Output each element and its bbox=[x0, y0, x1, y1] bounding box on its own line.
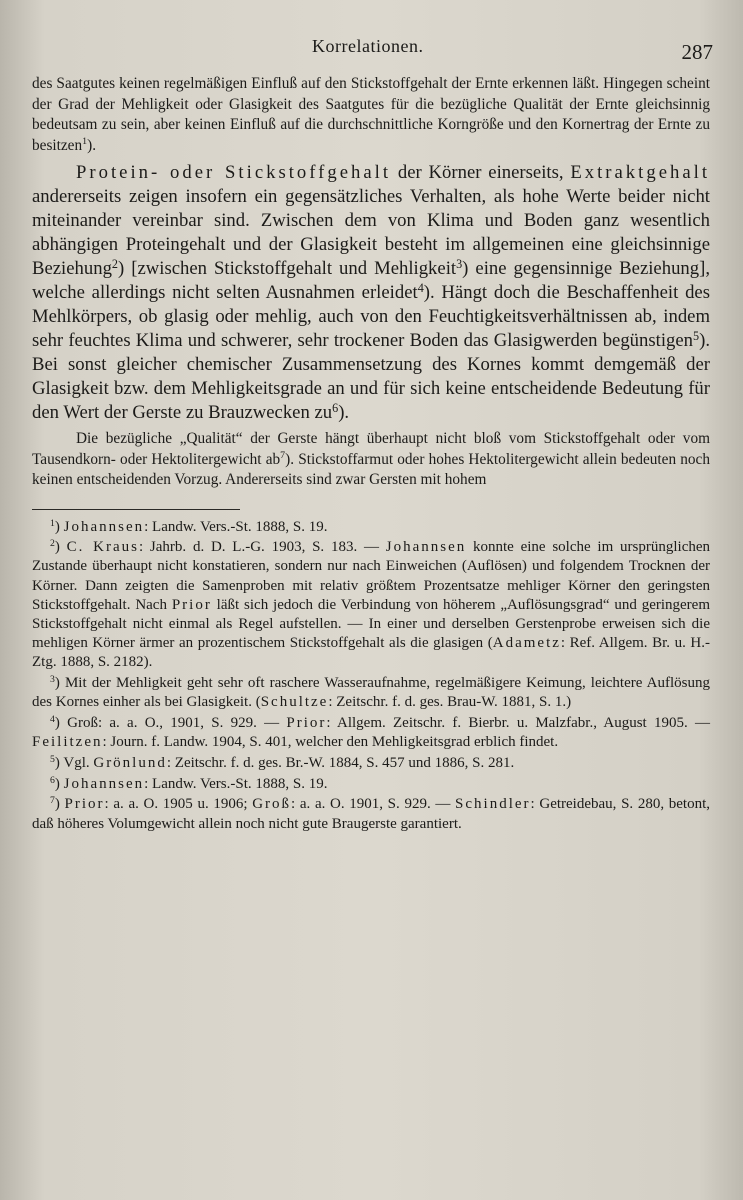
cited-author: Grönlund bbox=[93, 754, 167, 771]
emphasized-term: Protein- oder Stickstoffgehalt bbox=[76, 162, 392, 183]
paragraph-text: ). bbox=[338, 402, 350, 423]
paragraph-text: ). Hängt doch die Beschaffenheit des Mehlkörpers, ob glasig oder mehlig, auch von den Feuchtigkeitsverhältnissen ab, indem sehr feuchtes Klima und schwerer, sehr trockener Boden das Glasigwerden begünstigen bbox=[32, 282, 710, 351]
footnote-text: Vgl. bbox=[63, 754, 94, 771]
cited-author: Prior bbox=[171, 596, 212, 613]
emphasized-term: Extraktgehalt bbox=[570, 162, 711, 183]
paragraph-text: ). Bei sonst gleicher chemischer Zusammensetzung des Kornes kommt demgemäß der Glasigkeit bzw. dem Mehligkeitsgrade an und für sich keine entscheidende Bedeutung für den Wert der Gerste zu Brauzwecken zu bbox=[32, 330, 710, 423]
footnote-text: : Ref. Allgem. Br. u. H.-Ztg. 1888, S. 2182). bbox=[32, 635, 710, 671]
footnote-number: 1 bbox=[50, 517, 55, 529]
footnote-number: 5 bbox=[50, 753, 55, 765]
paragraph-text: des Saatgutes keinen regelmäßigen Einfluß auf den Stickstoffgehalt der Ernte erkennen läßt. Hingegen scheint der Grad der Mehligkeit oder Glasigkeit des Saatgutes für die bezügliche Qualität der Ernte gleichsinnig bedeutsam zu sein, aber keinen Einfluß auf die durchschnittliche Korngröße und den Kornertrag der Ernte zu besitzen bbox=[32, 75, 710, 154]
footnote-text: : Getreidebau, S. 280, betont, daß höheres Volumgewicht allein noch nicht gute Braugerste garantiert. bbox=[32, 796, 710, 832]
paragraph-text: andererseits zeigen insofern ein gegensätzliches Verhalten, als hohe Werte beider nicht miteinander vereinbar sind. Zwischen dem von Klima und Boden ganz wesentlich abhängigen Proteingehalt und der Glasigkeit besteht im allgemeinen eine gleichsinnige Beziehung bbox=[32, 186, 710, 279]
footnote-ref: 2 bbox=[111, 257, 118, 271]
paragraph-text: ) [zwischen Stickstoffgehalt und Mehligkeit bbox=[118, 258, 457, 279]
footnote-text: : Zeitschr. f. d. ges. Br.-W. 1884, S. 457 und 1886, S. 281. bbox=[166, 754, 515, 771]
footnote-5: $^5$) Vgl. Grönlund: Zeitschr. f. d. ges. Br.-W. 1884, S. 457 und 1886, S. 281. bbox=[50, 753, 515, 771]
footnote-text: : Landw. Vers.-St. 1888, S. 19. bbox=[144, 775, 328, 792]
footnote-ref: 3 bbox=[456, 257, 463, 271]
cited-author: Johannsen bbox=[385, 539, 467, 556]
footnote-6: $^6$) Johannsen: Landw. Vers.-St. 1888, S. 19. bbox=[50, 774, 328, 792]
footnote-1: $^1$) Johannsen: Landw. Vers.-St. 1888, S. 19. bbox=[50, 517, 328, 535]
paragraph-qualitaet bbox=[32, 429, 710, 491]
footnote-number: 3 bbox=[50, 674, 55, 686]
footnote-2: $^2$) C. Kraus: Jahrb. d. D. L.-G. 1903, S. 183. — Johannsen konnte eine solche im ursprünglichen Zustande überhaupt nicht konstatieren, sondern nur nach Einweichen (Auflösen) und folgendem Trocknen der Körner. Dann zeigten die Samenproben mit relativ größtem Prozentsatze mehliger Körner den geringsten Stickstoffgehalt. Nach Prior läßt sich jedoch die Verbindung von höherem „Auflösungsgrad“ und geringerem Stickstoffgehalt nicht einmal als Regel aufstellen. — In einer und derselben Gerstenprobe erweisen sich die mehligen Körner ärmer an prozentischem Stickstoffgehalt als die glasigen (Adametz: Ref. Allgem. Br. u. H.-Ztg. 1888, S. 2182). bbox=[32, 538, 711, 671]
page-number: 287 bbox=[681, 40, 713, 64]
footnote-ref: 6 bbox=[332, 401, 339, 415]
paragraph-text: ). bbox=[87, 136, 97, 154]
footnote-text: : Journ. f. Landw. 1904, S. 401, welcher den Mehligkeitsgrad erblich findet. bbox=[102, 734, 559, 751]
footnote-text: konnte eine solche im ursprünglichen Zustande überhaupt nicht konstatieren, sondern nur nach Einweichen (Auflösen) und folgendem Trocknen der Körner. Dann zeigten die Samenproben mit relativ größtem Prozentsatze mehliger Körner den geringsten Stickstoffgehalt. Nach bbox=[32, 539, 711, 613]
cited-author: Groß bbox=[252, 796, 292, 813]
footnote-ref: 5 bbox=[693, 329, 700, 343]
footnote-3: $^3$) Mit der Mehligkeit geht sehr oft raschere Wasseraufnahme, regelmäßigere Keimung, leichtere Auflösung des Kornes einher als bei Glasigkeit. (Schultze: Zeitschr. f. d. ges. Brau-W. 1881, S. 1.) bbox=[32, 674, 710, 711]
paragraph-protein bbox=[32, 161, 710, 425]
page-header bbox=[30, 36, 713, 62]
paragraph-text: ). Stickstoffarmut oder hohes Hektolitergewicht allein bedeuten noch keinen entscheidenden Vorzug. Andererseits sind zwar Gersten mit hohem bbox=[32, 450, 710, 488]
footnote-ref: 4 bbox=[417, 281, 424, 295]
footnote-text: : a. a. O. 1901, S. 929. — bbox=[291, 796, 456, 813]
cited-author: Johannsen bbox=[63, 775, 145, 792]
paragraph-carryover bbox=[32, 74, 710, 156]
footnote-ref: 1 bbox=[82, 135, 88, 147]
footnote-7: $^7$) Prior: a. a. O. 1905 u. 1906; Groß: a. a. O. 1901, S. 929. — Schindler: Getreidebau, S. 280, betont, daß höheres Volumgewicht allein noch nicht gute Braugerste garantiert. bbox=[32, 795, 710, 832]
cited-author: Schultze bbox=[260, 694, 329, 711]
cited-author: Feilitzen bbox=[32, 734, 103, 751]
paragraph-text: der Körner einerseits, bbox=[391, 162, 571, 183]
footnote-text: läßt sich jedoch die Verbindung von höherem „Auflösungsgrad“ und geringerem Stickstoffgehalt nicht einmal als Regel aufstellen. — In einer und derselben Gerstenprobe erweisen sich die mehligen Körner ärmer an prozentischem Stickstoffgehalt als die glasigen ( bbox=[32, 596, 710, 652]
footnote-number: 6 bbox=[50, 774, 55, 786]
cited-author: Johannsen bbox=[63, 518, 145, 535]
footnote-text: : Landw. Vers.-St. 1888, S. 19. bbox=[144, 518, 328, 535]
footnote-number: 7 bbox=[50, 795, 55, 807]
footnote-text: : a. a. O. 1905 u. 1906; bbox=[104, 796, 253, 813]
footnote-divider bbox=[32, 509, 240, 510]
paragraph-text: Die bezügliche „Qualität“ der Gerste hängt überhaupt nicht bloß vom Stickstoffgehalt oder vom Tausendkorn- oder Hektolitergewicht ab bbox=[32, 430, 710, 468]
footnotes bbox=[32, 518, 710, 834]
footnote-ref: 7 bbox=[280, 449, 286, 461]
cited-author: C. Kraus bbox=[66, 539, 139, 556]
footnote-number: 4 bbox=[50, 714, 55, 726]
footnote-text: : Zeitschr. f. d. ges. Brau-W. 1881, S. 1.) bbox=[328, 694, 572, 711]
cited-author: Prior bbox=[286, 715, 327, 732]
footnote-text: : Allgem. Zeitschr. f. Bierbr. u. Malzfabr., August 1905. — bbox=[326, 715, 710, 732]
paragraph-text: ) eine gegensinnige Beziehung], welche allerdings nicht selten Ausnahmen erleidet bbox=[32, 258, 710, 303]
running-title: Korrelationen. bbox=[312, 36, 424, 56]
main-text bbox=[32, 74, 710, 835]
footnote-4: $^4$) Groß: a. a. O., 1901, S. 929. — Prior: Allgem. Zeitschr. f. Bierbr. u. Malzfabr., August 1905. — Feilitzen: Journ. f. Landw. 1904, S. 401, welcher den Mehligkeitsgrad erblich findet. bbox=[32, 714, 710, 751]
footnote-number: 2 bbox=[50, 538, 55, 550]
footnote-text: : a. a. O., 1901, S. 929. — bbox=[97, 715, 287, 732]
footnote-text: Mit der Mehligkeit geht sehr oft raschere Wasseraufnahme, regelmäßigere Keimung, leichtere Auflösung des Kornes einher als bei Glasigkeit. ( bbox=[32, 675, 710, 711]
footnote-text: : Jahrb. d. D. L.-G. 1903, S. 183. — bbox=[139, 539, 386, 556]
cited-author: Prior bbox=[64, 796, 105, 813]
cited-author: Schindler bbox=[455, 796, 531, 813]
cited-author: Adametz bbox=[492, 635, 561, 652]
cited-author: Groß bbox=[67, 715, 98, 732]
